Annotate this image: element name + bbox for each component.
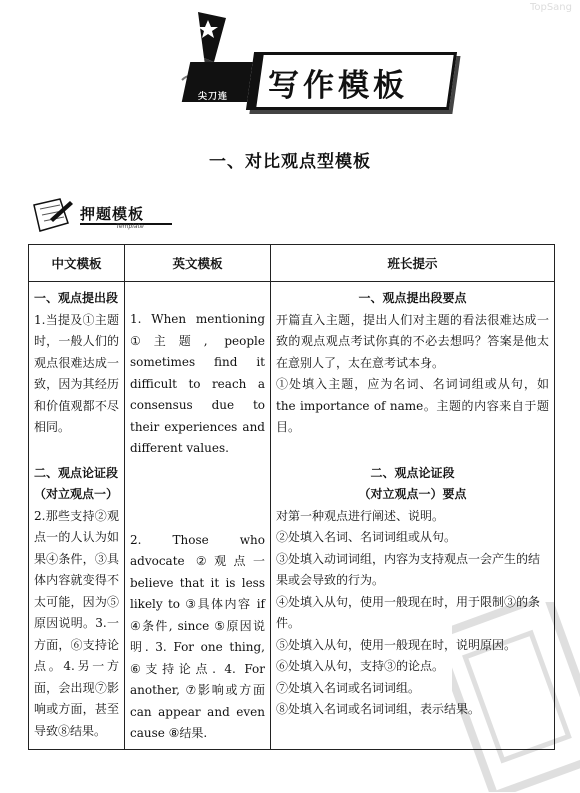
tip-line: ④处填入从句，使用一般现在时，用于限制③的条件。 <box>276 594 541 630</box>
paragraph-text: 1.当提及①主题时，一般人们的观点很难达成一致，因为其经历和价值观都不尽相同。 <box>34 312 119 434</box>
badge-subtitle: Template <box>116 223 144 230</box>
tip-line: ⑤处填入从句，使用一般现在时，说明原因。 <box>276 637 517 652</box>
tip-line: ⑧处填入名词或名词词组，表示结果。 <box>276 702 481 716</box>
tip-line: 对第一种观点进行阐述、说明。 <box>276 508 445 523</box>
tip-line: ②处填入名词、名词词组或从句。 <box>276 530 457 544</box>
template-badge <box>30 195 170 239</box>
paragraph-text: 1. When mentioning ①主题, people sometimes find it difficult to reach a consensus due to their experiences and different values. <box>130 312 265 455</box>
ribbon-label: 尖刀连 <box>198 92 229 102</box>
tip-line: ①处填入主题，应为名词、名词词组或从句，如 the importance of name。主题的内容来自于题目。 <box>276 377 549 434</box>
column-header-english: 英文模板 <box>125 245 271 282</box>
paragraph-text: 2. Those who advocate ②观点一 believe that it is less likely to ③具体内容 if ④条件, since ⑤原因说明. 3. For one thing, ⑥支持论点. 4. For another, ⑦影响或方面 can appear and even cause ⑧结果. <box>130 532 265 740</box>
paragraph-text: 2.那些支持②观点一的人认为如果④条件，③具体内容就变得不太可能，因为⑤原因说明。3.一方面，⑥支持论点。4.另一方面，会出现⑦影响或方面，甚至导致⑧结果。 <box>34 508 119 738</box>
english-template-cell <box>125 282 271 750</box>
tip-line: 开篇直入主题，提出人们对主题的看法很难达成一致的观点观点考试你真的不必去想吗？答案是他太在意别人了，太在意考试本身。 <box>276 312 549 370</box>
tip-line: ③处填入动词词组，内容为支持观点一会产生的结果或会导致的行为。 <box>276 551 541 587</box>
section-title: 一、对比观点型模板 <box>209 152 371 172</box>
paragraph-heading: 一、观点提出段 <box>34 291 119 305</box>
column-header-tips: 班长提示 <box>271 245 555 282</box>
chinese-template-cell <box>29 282 125 750</box>
page-title: 写作模板 <box>268 68 408 104</box>
tip-line: ⑦处填入名词或名词词组。 <box>276 680 421 695</box>
paragraph-heading: 二、观点论证段 <box>34 465 119 480</box>
badge-label: 押题模板 <box>80 205 145 223</box>
corner-watermark: TopSang <box>529 2 572 13</box>
paragraph-subheading: （对立观点一） <box>34 487 119 501</box>
column-header-chinese: 中文模板 <box>29 245 125 282</box>
paragraph-heading: 一、观点提出段要点 <box>358 291 467 305</box>
page-header <box>158 10 458 110</box>
table-header-row <box>29 245 555 282</box>
stamp-watermark <box>452 602 580 792</box>
tip-line: ⑥处填入从句，支持③的论点。 <box>276 659 445 673</box>
paragraph-subheading: （对立观点一）要点 <box>358 487 467 501</box>
paragraph-heading: 二、观点论证段 <box>370 465 455 480</box>
paper-pen-icon <box>30 195 74 235</box>
